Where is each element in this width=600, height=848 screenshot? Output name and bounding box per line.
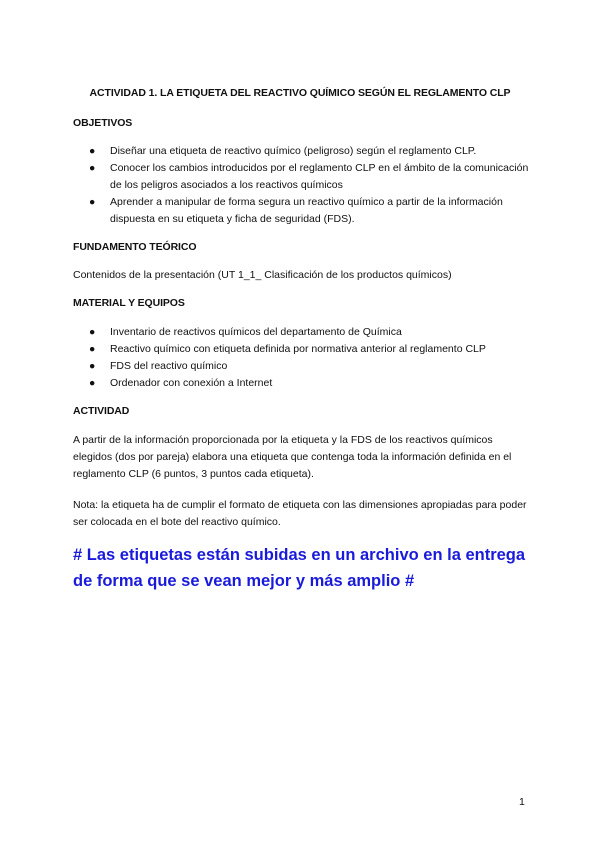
list-item: ● Reactivo químico con etiqueta definida por normativa anterior al reglamento CLP [0, 341, 530, 358]
bullet-icon: ● [89, 343, 96, 355]
heading-fundamento: FUNDAMENTO TEÓRICO [73, 241, 197, 253]
heading-material: MATERIAL Y EQUIPOS [73, 297, 185, 309]
objetivos-list [0, 143, 600, 228]
list-item: ● Diseñar una etiqueta de reactivo químico (peligroso) según el reglamento CLP. [0, 143, 530, 160]
bullet-icon: ● [89, 377, 96, 389]
list-item: ● Conocer los cambios introducidos por el reglamento CLP en el ámbito de la comunicación de los peligros asociados a los reactivos químicos [89, 162, 529, 191]
document-title: ACTIVIDAD 1. LA ETIQUETA DEL REACTIVO QUÍMICO SEGÚN EL REGLAMENTO CLP [89, 87, 511, 99]
bullet-icon: ● [89, 162, 96, 174]
bullet-icon: ● [89, 196, 96, 208]
actividad-text: A partir de la información proporcionada por la etiqueta y la FDS de los reactivos químicos elegidos (dos por pareja) elabora una etiqueta que contenga toda la información definida en el reglamento CLP (6 puntos, 3 puntos cada etiqueta). [73, 434, 512, 480]
bullet-icon: ● [89, 326, 96, 338]
highlight-notice: # Las etiquetas están subidas en un archivo en la entrega de forma que se vean mejor y más amplio # [73, 546, 526, 590]
bullet-icon: ● [89, 145, 96, 157]
fundamento-text: Contenidos de la presentación (UT 1_1_ Clasificación de los productos químicos) [73, 269, 452, 281]
list-item: ● Aprender a manipular de forma segura un reactivo químico a partir de la información dispuesta en su etiqueta y ficha de seguridad (FDS). [89, 196, 503, 225]
list-item: ● Ordenador con conexión a Internet [0, 375, 530, 392]
material-list [0, 324, 600, 392]
bullet-icon: ● [89, 360, 96, 372]
list-item: ● Inventario de reactivos químicos del departamento de Química [0, 324, 530, 341]
heading-objetivos: OBJETIVOS [73, 117, 133, 129]
list-item: ● FDS del reactivo químico [0, 358, 530, 375]
heading-actividad: ACTIVIDAD [73, 405, 130, 417]
page-number: 1 [519, 796, 525, 808]
actividad-note: Nota: la etiqueta ha de cumplir el formato de etiqueta con las dimensiones apropiadas para poder ser colocada en el bote del reactivo químico. [73, 499, 527, 528]
